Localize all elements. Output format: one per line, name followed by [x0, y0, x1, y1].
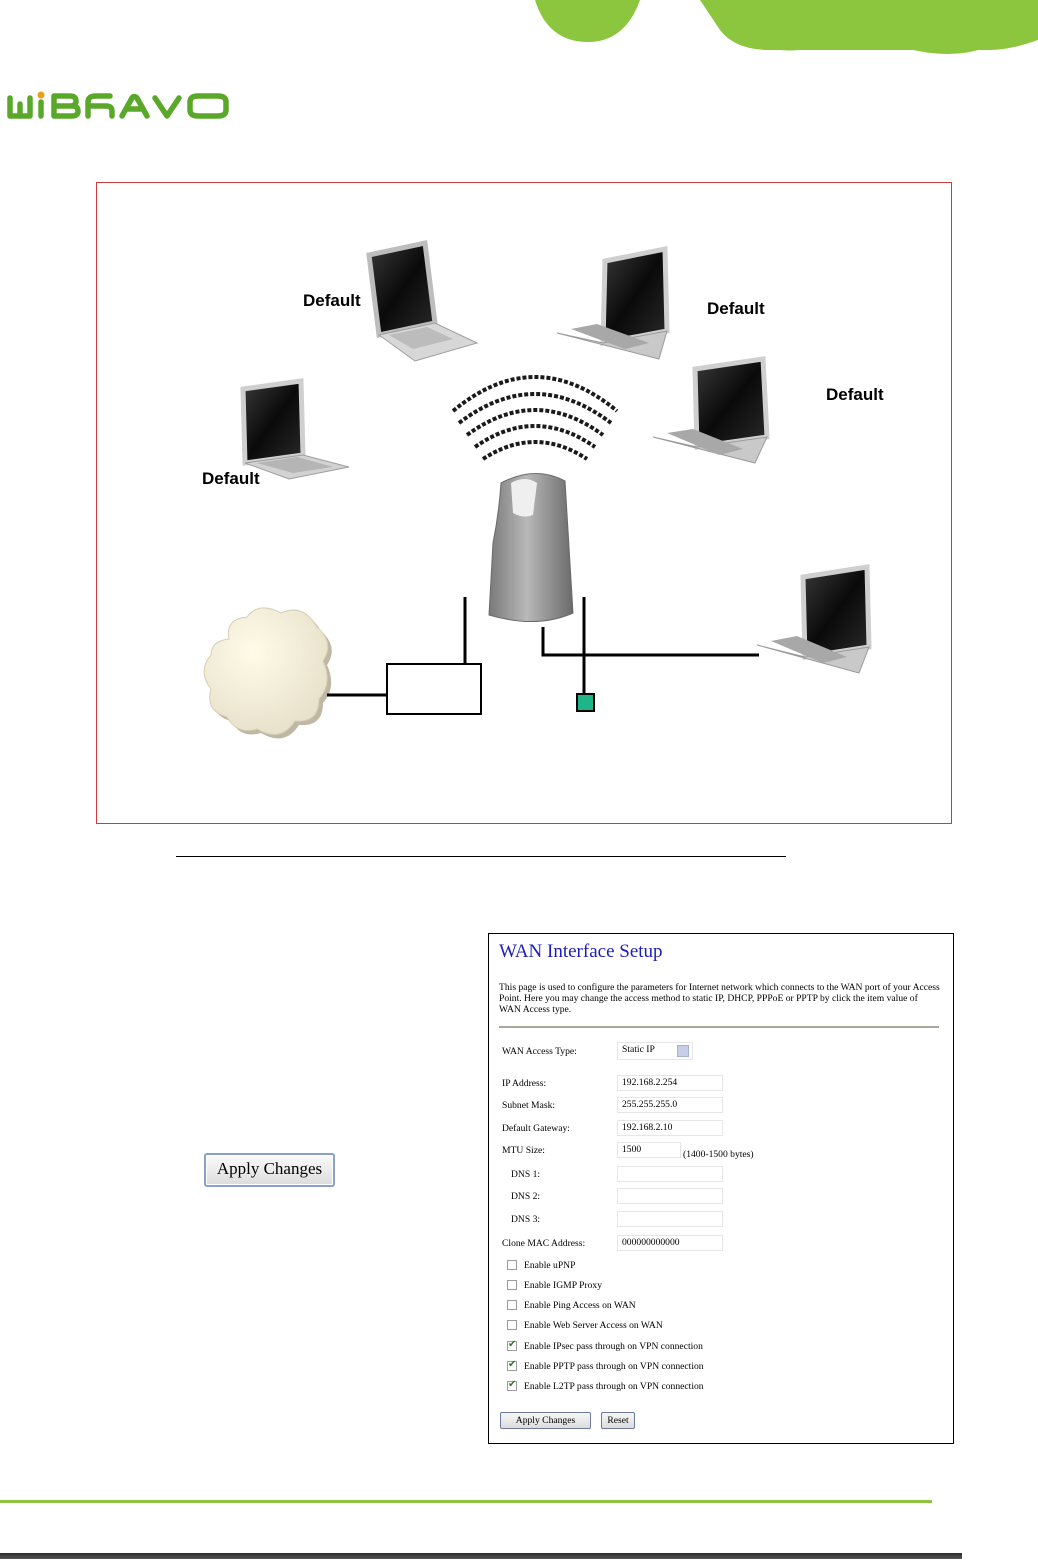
enable-pptp-passthrough-label: Enable PPTP pass through on VPN connection — [524, 1361, 704, 1372]
wan-access-type-label: WAN Access Type: — [502, 1046, 577, 1057]
separator-line — [176, 856, 786, 857]
laptop-right — [653, 359, 767, 463]
dns3-input[interactable] — [617, 1211, 723, 1227]
apply-changes-button-large[interactable]: Apply Changes — [204, 1153, 335, 1187]
dns1-input[interactable] — [617, 1166, 723, 1182]
enable-upnp-label: Enable uPNP — [524, 1260, 576, 1271]
enable-web-server-access-checkbox[interactable] — [507, 1320, 517, 1330]
wan-access-type-value: Static IP — [622, 1044, 655, 1055]
mtu-size-hint: (1400-1500 bytes) — [683, 1149, 754, 1160]
logo-lettering — [6, 86, 246, 126]
wan-interface-setup-panel — [488, 933, 954, 1444]
mtu-size-input[interactable]: 1500 — [617, 1142, 681, 1158]
access-point-device — [489, 473, 573, 621]
green-shape-left — [535, 0, 640, 42]
clone-mac-input[interactable]: 000000000000 — [617, 1235, 723, 1251]
brand-logo — [6, 86, 246, 126]
network-diagram — [96, 182, 952, 824]
enable-igmp-proxy-label: Enable IGMP Proxy — [524, 1280, 602, 1291]
enable-igmp-proxy-checkbox[interactable] — [507, 1280, 517, 1290]
enable-ping-access-checkbox[interactable] — [507, 1300, 517, 1310]
subnet-mask-label: Subnet Mask: — [502, 1100, 556, 1111]
ip-address-input[interactable]: 192.168.2.254 — [617, 1075, 723, 1091]
enable-ping-access-label: Enable Ping Access on WAN — [524, 1300, 636, 1311]
laptop-left — [243, 381, 349, 479]
wan-access-type-select[interactable] — [617, 1042, 693, 1060]
diagram-label-top-left: Default — [303, 291, 361, 310]
mtu-size-label: MTU Size: — [502, 1145, 545, 1156]
modem-box — [387, 664, 481, 714]
dns1-label: DNS 1: — [511, 1169, 541, 1180]
laptop-bottom-right — [757, 567, 869, 673]
clone-mac-label: Clone MAC Address: — [502, 1238, 586, 1249]
dns2-label: DNS 2: — [511, 1191, 541, 1202]
dns2-input[interactable] — [617, 1188, 723, 1204]
laptop-top-left — [369, 243, 477, 361]
subnet-mask-input[interactable]: 255.255.255.0 — [617, 1097, 723, 1113]
enable-ipsec-passthrough-label: Enable IPsec pass through on VPN connection — [524, 1341, 703, 1352]
diagram-canvas — [97, 183, 953, 825]
page-title: WAN Interface Setup — [499, 941, 663, 962]
default-gateway-label: Default Gateway: — [502, 1123, 570, 1134]
laptop-top-middle — [557, 249, 667, 359]
diagram-label-right: Default — [826, 385, 884, 404]
enable-ipsec-passthrough-checkbox[interactable] — [507, 1341, 517, 1351]
title-divider — [499, 1026, 939, 1028]
diagram-label-top-right: Default — [707, 299, 765, 318]
enable-l2tp-passthrough-checkbox[interactable] — [507, 1381, 517, 1391]
diagram-label-left: Default — [202, 469, 260, 488]
ip-address-label: IP Address: — [502, 1078, 547, 1089]
reset-button[interactable]: Reset — [601, 1412, 635, 1429]
dns3-label: DNS 3: — [511, 1214, 541, 1225]
lan-port-icon — [577, 694, 594, 711]
enable-pptp-passthrough-checkbox[interactable] — [507, 1361, 517, 1371]
footer-green-rule — [0, 1500, 932, 1503]
enable-l2tp-passthrough-label: Enable L2TP pass through on VPN connection — [524, 1381, 704, 1392]
logo-dot — [38, 92, 45, 99]
enable-upnp-checkbox[interactable] — [507, 1260, 517, 1270]
wireless-signal-icon — [453, 377, 617, 459]
page-description: This page is used to configure the parameters for Internet network which connects to the WAN port of your Access Point. Here you may change the access method to static IP, DHCP, PPPoE or PPTP by click the item value of WAN Access type. — [499, 982, 940, 1015]
internet-cloud-icon — [204, 608, 332, 739]
default-gateway-input[interactable]: 192.168.2.10 — [617, 1120, 723, 1136]
chevron-down-icon — [677, 1045, 689, 1057]
enable-web-server-access-label: Enable Web Server Access on WAN — [524, 1320, 663, 1331]
footer-dark-bar — [0, 1553, 962, 1559]
apply-changes-button[interactable]: Apply Changes — [500, 1412, 591, 1429]
